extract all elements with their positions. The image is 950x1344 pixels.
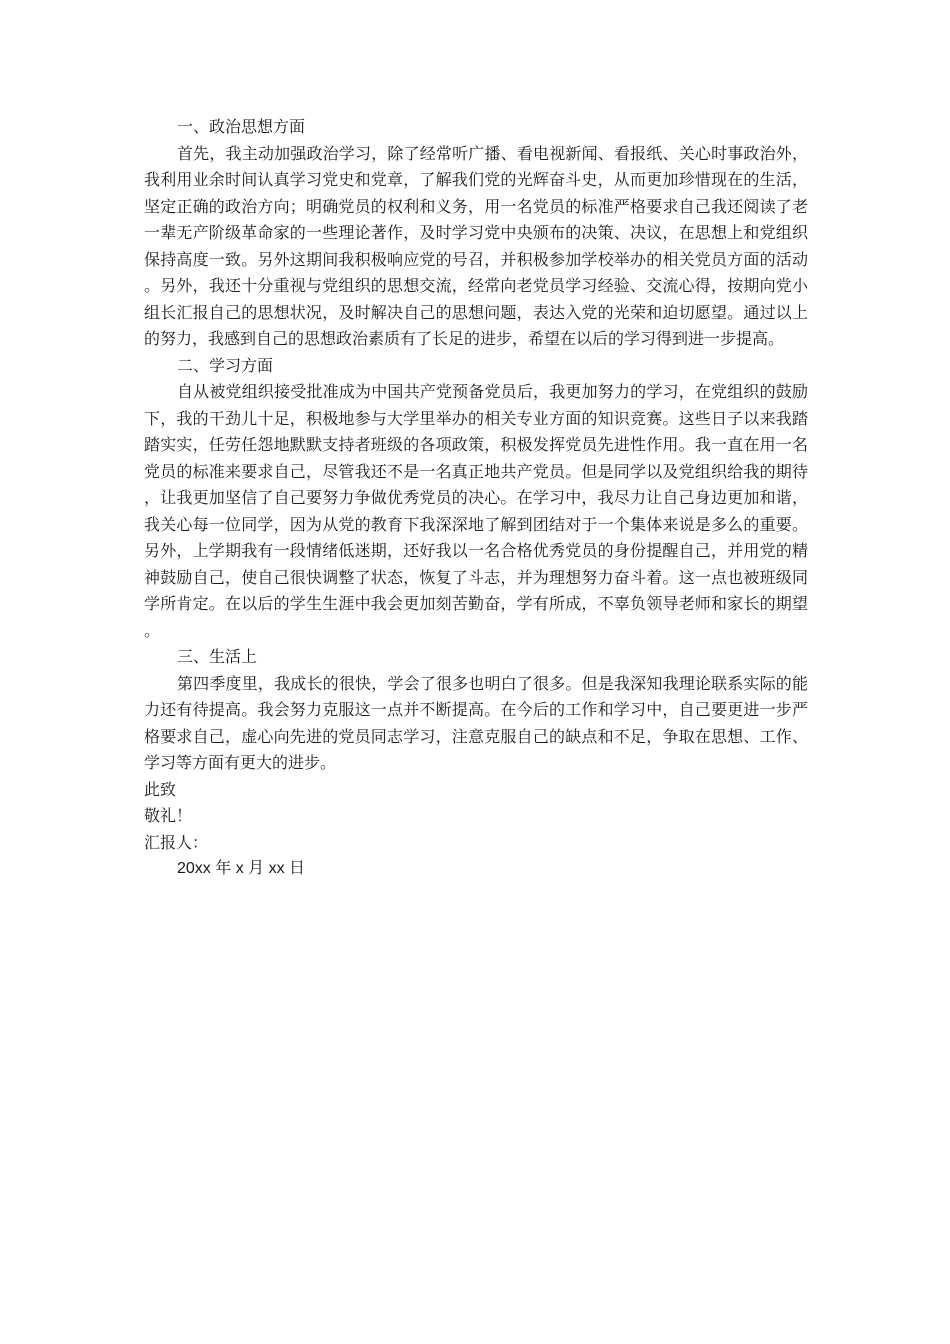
closing-regards: 敬礼！: [144, 806, 193, 825]
document-page: [144, 114, 808, 883]
section-body-study: 自从被党组织接受批准成为中国共产党预备党员后，我更加努力的学习，在党组织的鼓励下，我的干劲儿十足，积极地参与大学里举办的相关专业方面的知识竞赛。这些日子以来我踏踏实实，任劳任怨地默默支持者班级的各项政策，积极发挥党员先进性作用。我一直在用一名党员的标准来要求自己，尽管我还不是一名真正地共产党员。但是同学以及党组织给我的期待，让我更加坚信了自己要努力争做优秀党员的决心。在学习中，我尽力让自己身边更加和谐，我关心每一位同学，因为从党的教育下我深深地了解到团结对于一个集体来说是多么的重要。另外，上学期我有一段情绪低迷期，还好我以一名合格优秀党员的身份提醒自己，并用党的精神鼓励自己，使自己很快调整了状态，恢复了斗志，并为理想努力奋斗着。这一点也被班级同学所肯定。在以后的学生生涯中我会更加刻苦勤奋，学有所成，不辜负领导老师和家长的期望。: [144, 382, 808, 640]
section-heading-life: 三、生活上: [177, 647, 258, 666]
section-heading-political: 一、政治思想方面: [177, 117, 306, 136]
reporter-label: 汇报人：: [144, 832, 209, 852]
section-body-political: 首先，我主动加强政治学习，除了经常听广播、看电视新闻、看报纸、关心时事政治外，我利用业余时间认真学习党史和党章，了解我们党的光辉奋斗史，从而更加珍惜现在的生活，坚定正确的政治方向；明确党员的权利和义务，用一名党员的标准严格要求自己我还阅读了老一辈无产阶级革命家的一些理论著作，及时学习党中央颁布的决策、决议，在思想上和党组织保持高度一致。另外这期间我积极响应党的号召，并积极参加学校举办的相关党员方面的活动。另外，我还十分重视与党组织的思想交流，经常向老党员学习经验、交流心得，按期向党小组长汇报自己的思想状况，及时解决自己的思想问题，表达入党的光荣和迫切愿望。通过以上的努力，我感到自己的思想政治素质有了长足的进步，希望在以后的学习得到进一步提高。: [144, 143, 808, 348]
section-body-life: 第四季度里，我成长的很快，学会了很多也明白了很多。但是我深知我理论联系实际的能力还有待提高。我会努力克服这一点并不断提高。在今后的工作和学习中，自己要更进一步严格要求自己，虚心向先进的党员同志学习，注意克服自己的缺点和不足，争取在思想、工作、学习等方面有更大的进步。: [144, 673, 808, 772]
closing-salutation: 此致: [144, 779, 177, 799]
section-heading-study: 二、学习方面: [177, 355, 274, 375]
report-date: 20xx 年 x 月 xx 日: [177, 860, 306, 877]
